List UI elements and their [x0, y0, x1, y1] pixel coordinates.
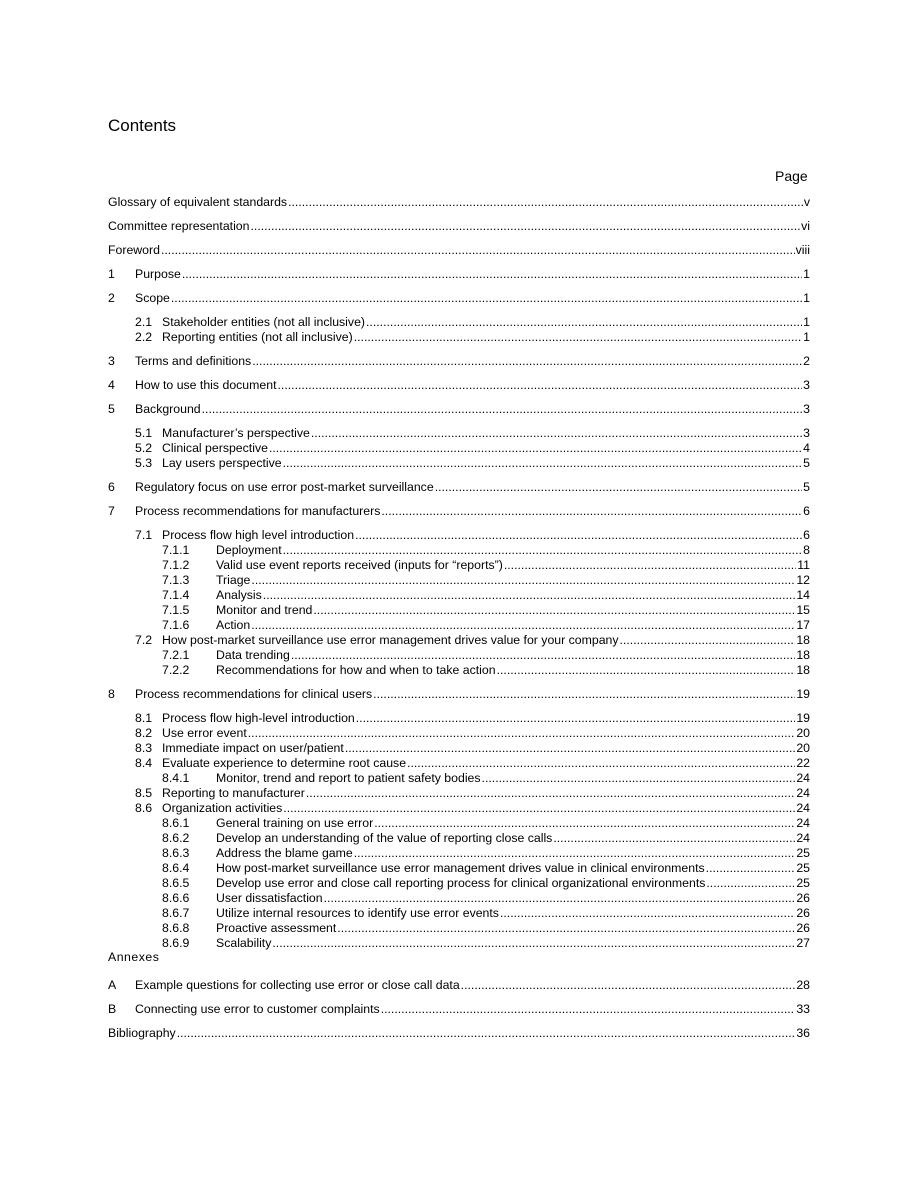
toc-entry-number: 8.6.6 — [162, 891, 190, 905]
toc-entry-title: Process recommendations for manufacturers — [135, 504, 381, 518]
toc-entry-title: Process flow high level introduction — [162, 528, 355, 542]
dot-leader — [324, 891, 796, 905]
toc-entry-page: 5 — [803, 480, 810, 494]
toc-entry-page: 3 — [803, 402, 810, 416]
dot-leader — [278, 378, 803, 392]
toc-entry[interactable] — [162, 861, 810, 876]
toc-entry[interactable] — [135, 801, 810, 816]
toc-entry[interactable] — [135, 330, 810, 345]
toc-entry[interactable] — [135, 456, 810, 471]
dot-leader — [283, 801, 795, 815]
dot-leader — [381, 1002, 796, 1016]
toc-entry-title: Triage — [216, 573, 251, 587]
dot-leader — [251, 618, 795, 632]
toc-entry-number: 8.3 — [135, 741, 153, 755]
toc-entry[interactable] — [108, 219, 810, 234]
toc-entry-title: General training on use error — [216, 816, 374, 830]
toc-entry-page: 26 — [796, 921, 810, 935]
toc-entry-number: 5 — [108, 402, 115, 416]
toc-entry[interactable] — [162, 618, 810, 633]
dot-leader — [291, 648, 795, 662]
toc-entry-title: Process flow high-level introduction — [162, 711, 355, 725]
toc-entry-page: 8 — [803, 543, 810, 557]
dot-leader — [381, 504, 802, 518]
dot-leader — [461, 978, 796, 992]
toc-entry[interactable] — [162, 876, 810, 891]
dot-leader — [283, 543, 803, 557]
dot-leader — [337, 921, 795, 935]
dot-leader — [497, 663, 796, 677]
toc-entry-number: 8.5 — [135, 786, 153, 800]
toc-entry-page: 11 — [797, 558, 810, 572]
dot-leader — [263, 588, 796, 602]
toc-entry-number: 8.6 — [135, 801, 153, 815]
dot-leader — [248, 726, 796, 740]
toc-entry-title: Develop an understanding of the value of reporting close calls — [216, 831, 553, 845]
toc-entry-page: 36 — [796, 1026, 810, 1040]
toc-entry[interactable] — [135, 426, 810, 441]
toc-entry-page: 18 — [796, 633, 810, 647]
toc-entry-page: 1 — [803, 291, 810, 305]
toc-entry-page: 24 — [796, 786, 810, 800]
toc-entry-page: 27 — [796, 936, 810, 950]
toc-entry-title: Glossary of equivalent standards — [108, 195, 288, 209]
toc-entry-number: 7.1.3 — [162, 573, 190, 587]
toc-entry[interactable] — [135, 786, 810, 801]
toc-entry-title: Stakeholder entities (not all inclusive) — [162, 315, 366, 329]
toc-entry-number: 1 — [108, 267, 115, 281]
toc-entry-title: Monitor, trend and report to patient safety bodies — [216, 771, 481, 785]
dot-leader — [500, 906, 795, 920]
toc-entry[interactable] — [108, 480, 810, 495]
dot-leader — [182, 267, 802, 281]
toc-entry[interactable] — [162, 558, 810, 573]
toc-entry[interactable] — [135, 315, 810, 330]
toc-entry[interactable] — [108, 687, 810, 702]
toc-entry-title: How post-market surveillance use error management drives value in clinical environments — [216, 861, 705, 875]
contents-heading: Contents — [108, 116, 177, 135]
toc-entry-number: 2 — [108, 291, 115, 305]
toc-entry[interactable] — [135, 441, 810, 456]
toc-entry-page: v — [803, 195, 810, 209]
toc-entry-number: 7.1.4 — [162, 588, 190, 602]
toc-entry-page: 18 — [796, 648, 810, 662]
toc-entry[interactable] — [162, 771, 810, 786]
toc-entry-number: 8.6.9 — [162, 936, 190, 950]
toc-entry-page: viii — [795, 243, 810, 257]
toc-entry-page: 25 — [796, 846, 810, 860]
dot-leader — [272, 936, 795, 950]
toc-entry-page: 26 — [796, 906, 810, 920]
toc-entry[interactable] — [135, 711, 810, 726]
toc-entry-number: 8.6.5 — [162, 876, 190, 890]
toc-entry-title: Use error event — [162, 726, 247, 740]
toc-entry-number: 7.1.2 — [162, 558, 190, 572]
toc-entry-page: 4 — [803, 441, 810, 455]
toc-entry-title: Bibliography — [108, 1026, 176, 1040]
toc-entry-page: 1 — [803, 267, 810, 281]
dot-leader — [356, 711, 796, 725]
toc-entry[interactable] — [162, 663, 810, 678]
toc-entry-number: 7.1.1 — [162, 543, 190, 557]
toc-entry[interactable] — [108, 195, 810, 210]
toc-entry-title: Clinical perspective — [162, 441, 268, 455]
toc-entry-title: Recommendations for how and when to take action — [216, 663, 496, 677]
toc-entry-number: 7.2 — [135, 633, 153, 647]
toc-entry-number: 4 — [108, 378, 115, 392]
dot-leader — [553, 831, 795, 845]
toc-entry-number: 8 — [108, 687, 115, 701]
dot-leader — [354, 330, 802, 344]
toc-entry-number: 7.2.2 — [162, 663, 190, 677]
toc-entry-page: 20 — [796, 741, 810, 755]
dot-leader — [373, 687, 795, 701]
toc-entry-page: 24 — [796, 816, 810, 830]
dot-leader — [202, 402, 803, 416]
toc-entry-number: 6 — [108, 480, 115, 494]
toc-entry-number: 2.1 — [135, 315, 153, 329]
toc-entry-page: 14 — [796, 588, 810, 602]
page-column-header: Page — [775, 168, 808, 184]
toc-entry[interactable] — [162, 648, 810, 663]
toc-entry-title: Scalability — [216, 936, 272, 950]
dot-leader — [345, 741, 796, 755]
toc-entry[interactable] — [108, 291, 810, 306]
toc-entry-page: 19 — [796, 711, 810, 725]
toc-entry[interactable] — [108, 378, 810, 393]
dot-leader — [504, 558, 796, 572]
toc-entry-title: Analysis — [216, 588, 262, 602]
dot-leader — [355, 528, 802, 542]
toc-entry-number: 5.2 — [135, 441, 153, 455]
toc-entry[interactable] — [162, 573, 810, 588]
toc-entry-title: Scope — [135, 291, 170, 305]
toc-entry-title: Manufacturer’s perspective — [162, 426, 310, 440]
toc-entry-page: 12 — [796, 573, 810, 587]
dot-leader — [306, 786, 795, 800]
dot-leader — [366, 315, 802, 329]
toc-entry-page: 24 — [796, 831, 810, 845]
toc-entry-title: Process recommendations for clinical users — [135, 687, 373, 701]
toc-entry[interactable] — [135, 726, 810, 741]
toc-entry-number: 7 — [108, 504, 115, 518]
toc-entry-title: Valid use event reports received (inputs for “reports”) — [216, 558, 503, 572]
toc-entry-number: 5.1 — [135, 426, 153, 440]
toc-entry-number: 8.2 — [135, 726, 153, 740]
toc-entry-page: 17 — [796, 618, 810, 632]
toc-entry-title: Organization activities — [162, 801, 283, 815]
toc-entry-number: 7.1 — [135, 528, 153, 542]
toc-entry-number: 8.4 — [135, 756, 153, 770]
toc-entry-number: 5.3 — [135, 456, 153, 470]
toc-entry-title: Regulatory focus on use error post-market surveillance — [135, 480, 434, 494]
toc-entry-title: Lay users perspective — [162, 456, 282, 470]
dot-leader — [252, 354, 802, 368]
toc-entry[interactable] — [108, 1026, 810, 1041]
toc-entry-title: How to use this document — [135, 378, 277, 392]
toc-entry-page: vi — [801, 219, 810, 233]
toc-entry-page: 19 — [796, 687, 810, 701]
toc-entry[interactable] — [108, 978, 810, 993]
toc-entry[interactable] — [162, 921, 810, 936]
toc-entry[interactable] — [162, 891, 810, 906]
toc-entry[interactable] — [108, 267, 810, 282]
toc-entry-title: Reporting entities (not all inclusive) — [162, 330, 353, 344]
dot-leader — [283, 456, 803, 470]
toc-entry-page: 33 — [796, 1002, 810, 1016]
toc-entry-number: 8.6.4 — [162, 861, 190, 875]
toc-entry[interactable] — [108, 504, 810, 519]
toc-entry-number: 7.1.6 — [162, 618, 190, 632]
toc-entry-number: 2.2 — [135, 330, 153, 344]
toc-entry[interactable] — [162, 846, 810, 861]
toc-entry-number: A — [108, 978, 117, 992]
dot-leader — [251, 573, 795, 587]
toc-entry-title: User dissatisfaction — [216, 891, 323, 905]
toc-entry-page: 6 — [803, 504, 810, 518]
toc-entry-page: 3 — [803, 378, 810, 392]
toc-entry-title: Example questions for collecting use error or close call data — [135, 978, 460, 992]
toc-entry[interactable] — [162, 906, 810, 921]
toc-entry-title: Background — [135, 402, 201, 416]
toc-entry-page: 20 — [796, 726, 810, 740]
toc-entry-title: Proactive assessment — [216, 921, 337, 935]
toc-entry-title: Purpose — [135, 267, 181, 281]
toc-entry-title: Develop use error and close call reporting process for clinical organizational environments — [216, 876, 706, 890]
toc-entry-number: 8.6.1 — [162, 816, 190, 830]
toc-entry-number: B — [108, 1002, 117, 1016]
dot-leader — [354, 846, 796, 860]
toc-entry[interactable] — [135, 741, 810, 756]
toc-entry-title: Action — [216, 618, 251, 632]
dot-leader — [435, 480, 802, 494]
toc-entry-title: Immediate impact on user/patient — [162, 741, 344, 755]
toc-entry-page: 1 — [803, 315, 810, 329]
toc-entry[interactable] — [135, 633, 810, 648]
toc-entry-title: Deployment — [216, 543, 282, 557]
dot-leader — [407, 756, 795, 770]
toc-entry-page: 3 — [803, 426, 810, 440]
toc-entry-number: 8.6.7 — [162, 906, 190, 920]
toc-entry-page: 5 — [803, 456, 810, 470]
toc-entry-title: Connecting use error to customer complaints — [135, 1002, 380, 1016]
toc-entry-title: Committee representation — [108, 219, 250, 233]
toc-entry-number: 8.1 — [135, 711, 153, 725]
toc-entry-page: 25 — [796, 876, 810, 890]
toc-entry-number: 3 — [108, 354, 115, 368]
toc-entry-title: Address the blame game — [216, 846, 353, 860]
dot-leader — [288, 195, 803, 209]
toc-entry-number: 8.6.8 — [162, 921, 190, 935]
toc-entry-page: 18 — [796, 663, 810, 677]
toc-entry[interactable] — [162, 603, 810, 618]
toc-entry[interactable] — [108, 354, 810, 369]
toc-entry-title: Utilize internal resources to identify use error events — [216, 906, 499, 920]
toc-entry-number: 7.2.1 — [162, 648, 190, 662]
toc-entry[interactable] — [135, 528, 810, 543]
toc-entry-number: 8.4.1 — [162, 771, 190, 785]
toc-entry[interactable] — [162, 831, 810, 846]
toc-entry[interactable] — [162, 816, 810, 831]
toc-entry-title: Evaluate experience to determine root cause — [162, 756, 407, 770]
toc-entry[interactable] — [108, 1002, 810, 1017]
toc-entry-page: 24 — [796, 771, 810, 785]
toc-entry-page: 22 — [796, 756, 810, 770]
toc-entry[interactable] — [135, 756, 810, 771]
dot-leader — [311, 426, 802, 440]
toc-entry-title: Terms and definitions — [135, 354, 252, 368]
toc-entry-title: Foreword — [108, 243, 160, 257]
toc-entry[interactable] — [108, 243, 810, 258]
toc-entry-title: Data trending — [216, 648, 290, 662]
dot-leader — [482, 771, 796, 785]
toc-entry[interactable] — [162, 588, 810, 603]
dot-leader — [706, 876, 795, 890]
toc-entry-number: 8.6.3 — [162, 846, 190, 860]
dot-leader — [706, 861, 796, 875]
toc-entry-page: 6 — [803, 528, 810, 542]
toc-entry[interactable] — [108, 402, 810, 417]
dot-leader — [161, 243, 795, 257]
toc-entry[interactable] — [162, 543, 810, 558]
dot-leader — [250, 219, 800, 233]
toc-entry-title: Monitor and trend — [216, 603, 313, 617]
dot-leader — [269, 441, 802, 455]
dot-leader — [313, 603, 795, 617]
toc-entry-page: 28 — [796, 978, 810, 992]
toc-entry-page: 24 — [796, 801, 810, 815]
toc-entry-number: 8.6.2 — [162, 831, 190, 845]
toc-entry-title: How post-market surveillance use error management drives value for your company — [162, 633, 619, 647]
toc-entry[interactable] — [162, 936, 810, 951]
toc-entry-title: Reporting to manufacturer — [162, 786, 305, 800]
dot-leader — [374, 816, 795, 830]
dot-leader — [171, 291, 802, 305]
dot-leader — [620, 633, 796, 647]
toc-entry-page: 1 — [803, 330, 810, 344]
toc-entry-page: 2 — [803, 354, 810, 368]
toc-entry-page: 25 — [796, 861, 810, 875]
toc-entry-page: 26 — [796, 891, 810, 905]
dot-leader — [177, 1026, 796, 1040]
toc-entry-page: 15 — [796, 603, 810, 617]
annexes-label: Annexes — [108, 950, 160, 964]
toc-entry-number: 7.1.5 — [162, 603, 190, 617]
